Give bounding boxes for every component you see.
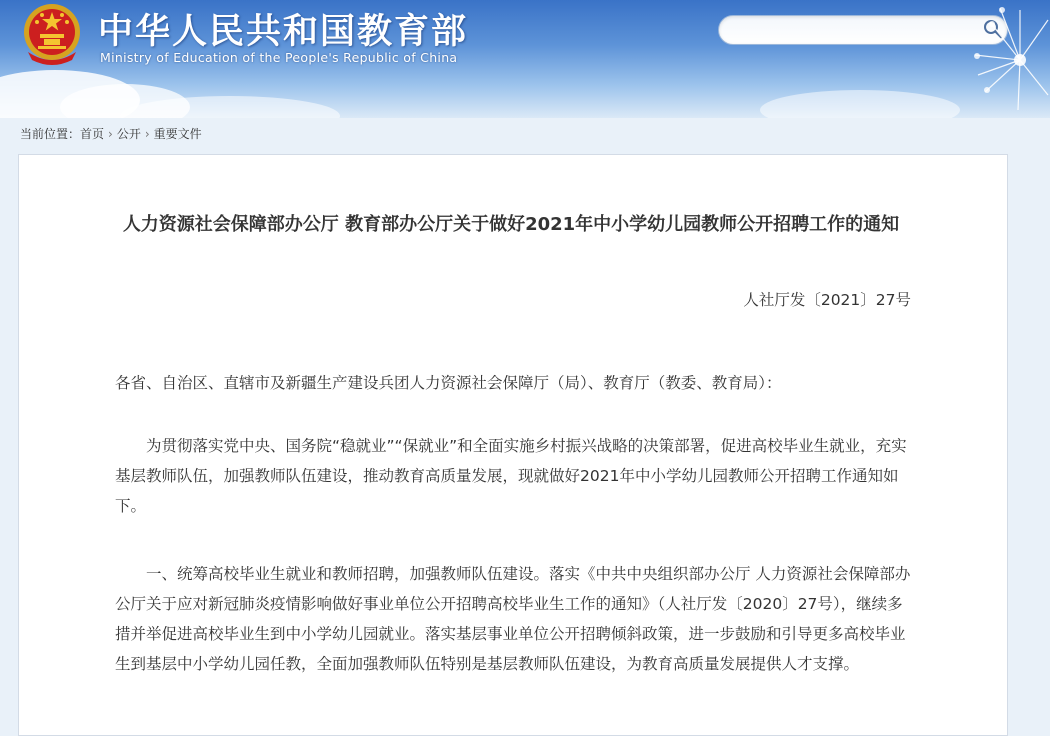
dandelion-decoration <box>930 0 1050 118</box>
breadcrumb-important-docs-link[interactable]: 重要文件 <box>153 127 202 141</box>
site-title-en: Ministry of Education of the People's Republic of China <box>100 50 458 65</box>
national-emblem-icon <box>20 2 84 66</box>
breadcrumb-separator: › <box>108 127 113 141</box>
article-paragraph: 一、统筹高校毕业生就业和教师招聘，加强教师队伍建设。落实《中共中央组织部办公厅 人力资源社会保障部办公厅关于应对新冠肺炎疫情影响做好事业单位公开招聘高校毕业生工作的通知》（人社厅发〔2020〕27号），继续多措并举促进高校毕业生到中小学幼儿园就业。落实基层事业单位公开招聘倾斜政策，进一步鼓励和引导更多高校毕业生到基层中小学幼儿园任教，全面加强教师队伍特别是基层教师队伍建设，为教育高质量发展提供人才支撑。 <box>115 565 911 673</box>
breadcrumb-home-link[interactable]: 首页 <box>80 127 105 141</box>
article-title: 人力资源社会保障部办公厅 教育部办公厅关于做好2021年中小学幼儿园教师公开招聘工作的通知 <box>122 214 900 235</box>
breadcrumb-prefix: 当前位置： <box>20 127 81 141</box>
site-header <box>0 0 1050 118</box>
breadcrumb-separator: › <box>144 127 150 141</box>
document-number: 人社厅发〔2021〕27号 <box>743 291 911 309</box>
breadcrumb-public-link[interactable]: 公开 <box>116 127 141 141</box>
site-title-cn[interactable]: 中华人民共和国教育部 <box>98 12 469 52</box>
article-paragraph: 各省、自治区、直辖市及新疆生产建设兵团人力资源社会保障厅（局）、教育厅（教委、教育局）： <box>115 374 782 392</box>
article-container <box>18 154 1008 736</box>
breadcrumb <box>20 125 202 142</box>
article-paragraph: 为贯彻落实党中央、国务院“稳就业”“保就业”和全面实施乡村振兴战略的决策部署，促进高校毕业生就业，充实基层教师队伍，加强教师队伍建设，推动教育高质量发展，现就做好2021年中小学幼儿园教师公开招聘工作通知如下。 <box>115 437 907 515</box>
